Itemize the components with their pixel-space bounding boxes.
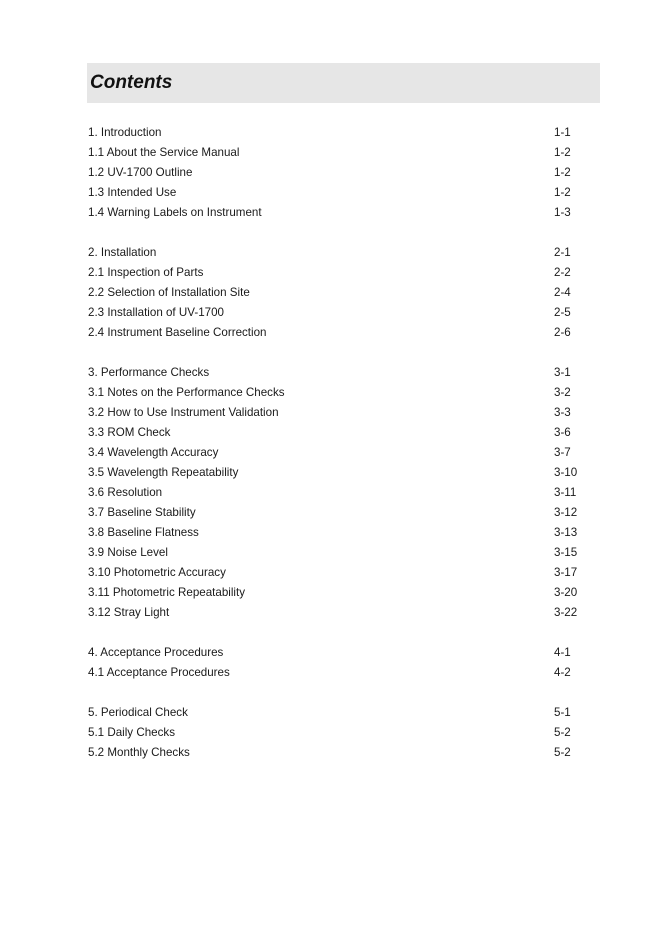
toc-entry-page-number: 2-2: [554, 266, 571, 279]
toc-entry-page-number: 3-20: [554, 586, 578, 599]
section-spacer: [88, 343, 588, 363]
toc-entry[interactable]: [88, 383, 588, 403]
toc-entry-label: 2. Installation: [88, 246, 157, 259]
page-title: Contents: [90, 72, 173, 93]
toc-entry-label: 1.1 About the Service Manual: [88, 146, 240, 159]
toc-entry[interactable]: [88, 143, 588, 163]
toc-entry-label: 4. Acceptance Procedures: [88, 646, 224, 659]
toc-entry-page-number: 3-7: [554, 446, 571, 459]
toc-entry-page-number: 3-13: [554, 526, 578, 539]
toc-entry-page-number: 2-1: [554, 246, 571, 259]
toc-entry-label: 3.9 Noise Level: [88, 546, 168, 559]
toc-entry-label: 3.10 Photometric Accuracy: [88, 566, 226, 579]
toc-entry[interactable]: [88, 423, 588, 443]
toc-entry[interactable]: [88, 563, 588, 583]
toc-entry-label: 3. Performance Checks: [88, 366, 210, 379]
toc-entry-page-number: 5-2: [554, 746, 571, 759]
toc-entry-label: 5.1 Daily Checks: [88, 726, 175, 739]
toc-entry-page-number: 3-1: [554, 366, 571, 379]
toc-entry[interactable]: [88, 743, 588, 763]
toc-entry-label: 2.3 Installation of UV-1700: [88, 306, 224, 319]
toc-entry[interactable]: [88, 323, 588, 343]
toc-entry-page-number: 4-2: [554, 666, 571, 679]
toc-entry-label: 2.2 Selection of Installation Site: [88, 286, 250, 299]
toc-entry[interactable]: [88, 583, 588, 603]
toc-entry[interactable]: [88, 523, 588, 543]
toc-entry-page-number: 1-2: [554, 146, 571, 159]
toc-entry-page-number: 3-3: [554, 406, 571, 419]
toc-entry[interactable]: [88, 443, 588, 463]
toc-entry[interactable]: [88, 363, 588, 383]
toc-entry-label: 3.7 Baseline Stability: [88, 506, 196, 519]
toc-entry[interactable]: [88, 183, 588, 203]
toc-entry-label: 3.11 Photometric Repeatability: [88, 586, 246, 599]
toc-entry-page-number: 3-2: [554, 386, 571, 399]
toc-entry-page-number: 1-2: [554, 186, 571, 199]
toc-entry[interactable]: [88, 643, 588, 663]
contents-header: [87, 63, 600, 103]
toc-entry[interactable]: [88, 503, 588, 523]
toc-entry[interactable]: [88, 663, 588, 683]
toc-entry-label: 1.4 Warning Labels on Instrument: [88, 206, 262, 219]
toc-entry-page-number: 3-6: [554, 426, 571, 439]
toc-entry-page-number: 3-12: [554, 506, 578, 519]
toc-entry-label: 3.1 Notes on the Performance Checks: [88, 386, 285, 399]
toc-entry[interactable]: [88, 283, 588, 303]
toc-entry-label: 3.8 Baseline Flatness: [88, 526, 199, 539]
toc-entry-page-number: 4-1: [554, 646, 571, 659]
toc-entry[interactable]: [88, 723, 588, 743]
toc-entry-page-number: 3-11: [554, 486, 577, 499]
toc-entry-page-number: 3-17: [554, 566, 578, 579]
toc-entry-page-number: 1-1: [554, 126, 571, 139]
section-spacer: [88, 623, 588, 643]
toc-entry-label: 2.1 Inspection of Parts: [88, 266, 204, 279]
toc-entry[interactable]: [88, 123, 588, 143]
toc-entry-page-number: 3-15: [554, 546, 578, 559]
toc-entry-label: 5. Periodical Check: [88, 706, 188, 719]
toc-entry[interactable]: [88, 203, 588, 223]
toc-entry-label: 5.2 Monthly Checks: [88, 746, 190, 759]
toc-entry-page-number: 1-2: [554, 166, 571, 179]
table-of-contents: [88, 123, 588, 763]
toc-entry[interactable]: [88, 243, 588, 263]
toc-entry[interactable]: [88, 403, 588, 423]
toc-entry-label: 3.2 How to Use Instrument Validation: [88, 406, 279, 419]
toc-entry-page-number: 2-4: [554, 286, 571, 299]
toc-entry-label: 3.6 Resolution: [88, 486, 163, 499]
toc-entry-label: 1.3 Intended Use: [88, 186, 177, 199]
toc-entry-label: 3.4 Wavelength Accuracy: [88, 446, 219, 459]
toc-entry-page-number: 5-2: [554, 726, 571, 739]
toc-entry[interactable]: [88, 703, 588, 723]
toc-entry[interactable]: [88, 263, 588, 283]
toc-entry-label: 3.12 Stray Light: [88, 606, 170, 619]
toc-entry-page-number: 3-10: [554, 466, 578, 479]
toc-entry[interactable]: [88, 463, 588, 483]
toc-entry[interactable]: [88, 303, 588, 323]
toc-entry[interactable]: [88, 163, 588, 183]
toc-entry-label: 3.5 Wavelength Repeatability: [88, 466, 239, 479]
toc-entry[interactable]: [88, 543, 588, 563]
toc-entry-label: 3.3 ROM Check: [88, 426, 171, 439]
toc-entry[interactable]: [88, 603, 588, 623]
section-spacer: [88, 683, 588, 703]
toc-entry-label: 4.1 Acceptance Procedures: [88, 666, 230, 679]
toc-entry[interactable]: [88, 483, 588, 503]
toc-entry-label: 1. Introduction: [88, 126, 162, 139]
toc-entry-page-number: 2-5: [554, 306, 571, 319]
section-spacer: [88, 223, 588, 243]
toc-entry-label: 1.2 UV-1700 Outline: [88, 166, 193, 179]
toc-entry-page-number: 2-6: [554, 326, 571, 339]
toc-entry-page-number: 3-22: [554, 606, 578, 619]
toc-entry-page-number: 1-3: [554, 206, 571, 219]
toc-entry-page-number: 5-1: [554, 706, 571, 719]
toc-entry-label: 2.4 Instrument Baseline Correction: [88, 326, 267, 339]
